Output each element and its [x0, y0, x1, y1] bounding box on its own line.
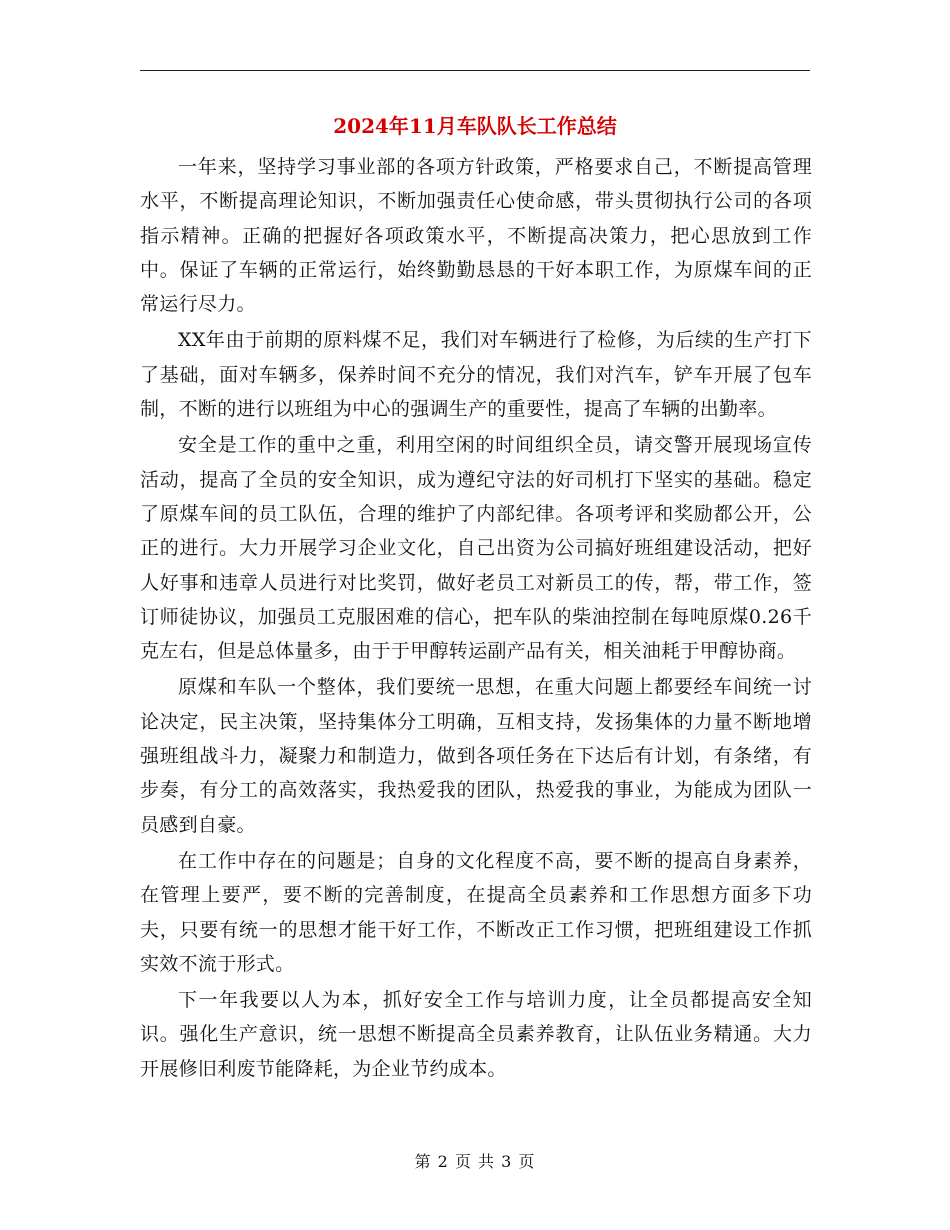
header-rule — [140, 70, 810, 71]
paragraph-6: 下一年我要以人为本，抓好安全工作与培训力度，让全员都提高安全知识。强化生产意识，统一思想不断提高全员素养教育，让队伍业务精通。大力开展修旧利废节能降耗，为企业节约成本。 — [140, 989, 812, 1080]
document-body — [140, 150, 812, 1088]
paragraph-3: 安全是工作的重中之重，利用空闲的时间组织全员，请交警开展现场宣传活动，提高了全员的安全知识，成为遵纪守法的好司机打下坚实的基础。稳定了原煤车间的员工队伍，合理的维护了内部纪律。各项考评和奖励都公开，公正的进行。大力开展学习企业文化，自己出资为公司搞好班组建设活动，把好人好事和违章人员进行对比奖罚，做好老员工对新员工的传，帮，带工作，签订师徒协议，加强员工克服困难的信心，把车队的柴油控制在每吨原煤0.26千克左右，但是总体量多，由于于甲醇转运副产品有关，相关油耗于甲醇协商。 — [140, 434, 812, 663]
page-number-footer: 第 2 页 共 3 页 — [414, 1152, 536, 1171]
paragraph-2: XX年由于前期的原料煤不足，我们对车辆进行了检修，为后续的生产打下了基础，面对车辆多，保养时间不充分的情况，我们对汽车，铲车开展了包车制，不断的进行以班组为中心的强调生产的重要性，提高了车辆的出勤率。 — [140, 329, 812, 421]
paragraph-1: 一年来，坚持学习事业部的各项方针政策，严格要求自己，不断提高管理水平，不断提高理论知识，不断加强责任心使命感，带头贯彻执行公司的各项指示精神。正确的把握好各项政策水平，不断提高决策力，把心思放到工作中。保证了车辆的正常运行，始终勤勤恳恳的干好本职工作，为原煤车间的正常运行尽力。 — [140, 156, 812, 316]
paragraph-4: 原煤和车队一个整体，我们要统一思想，在重大问题上都要经车间统一讨论决定，民主决策，坚持集体分工明确，互相支持，发扬集体的力量不断地增强班组战斗力，凝聚力和制造力，做到各项任务在下达后有计划，有条绪，有步奏，有分工的高效落实，我热爱我的团队，热爱我的事业，为能成为团队一员感到自豪。 — [140, 676, 812, 836]
paragraph-5: 在工作中存在的问题是；自身的文化程度不高，要不断的提高自身素养，在管理上要严，要不断的完善制度，在提高全员素养和工作思想方面多下功夫，只要有统一的思想才能干好工作，不断改正工作习惯，把班组建设工作抓实效不流于形式。 — [140, 849, 812, 975]
document-title: 2024年11月车队队长工作总结 — [333, 114, 617, 138]
